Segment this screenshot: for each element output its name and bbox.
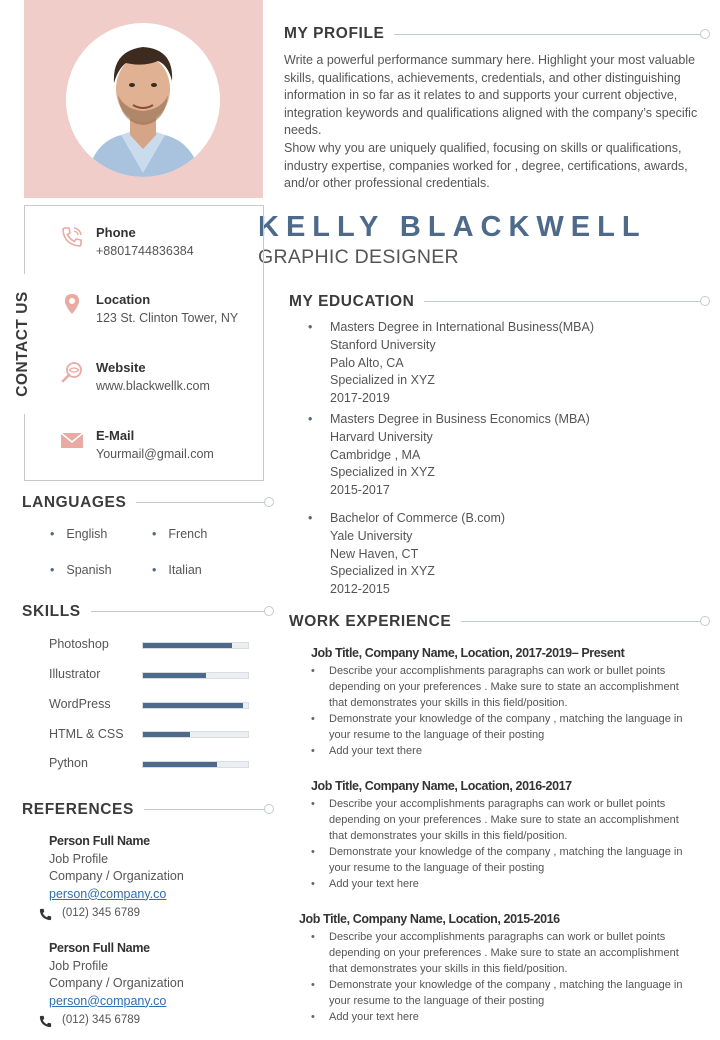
avatar-portrait <box>66 23 220 177</box>
reference-email-link[interactable]: person@company.co <box>49 886 167 901</box>
profile-paragraph-2: Show why you are uniquely qualified, focusing on skills or qualifications, industry expertise, companies worked for , degree, certifications, awards, and/or other professional credentials. <box>284 140 688 191</box>
reference-org: Company / Organization <box>49 869 184 883</box>
work-bullet: • Describe your accomplishments paragraphs can work or bullet points depending on your preferences . Make sure to state an accomplishment that demonstrates your skills in this field/position. <box>309 663 696 711</box>
profile-heading: MY PROFILE <box>284 25 394 43</box>
education-degree: • Masters Degree in International Business(MBA) <box>330 320 595 334</box>
person-title: GRAPHIC DESIGNER <box>258 246 459 268</box>
education-school: Harvard University <box>330 429 433 444</box>
contact-location-label: Location <box>96 292 151 307</box>
profile-summary <box>284 52 709 193</box>
education-degree: • Bachelor of Commerce (B.com) <box>330 511 506 525</box>
skill-level-fill <box>143 673 206 678</box>
work-bullet: • Demonstrate your knowledge of the company , matching the language in your resume to the language of their posting <box>309 977 696 1009</box>
reference-phone: (012) 345 6789 <box>62 907 141 919</box>
contact-location-value: 123 St. Clinton Tower, NY <box>96 311 239 325</box>
education-heading-dot <box>700 296 710 306</box>
envelope-icon <box>60 428 84 452</box>
work-job-title: Job Title, Company Name, Location, 2017-2019– Present <box>311 646 625 660</box>
work-entry <box>299 912 696 1025</box>
education-entry <box>310 411 690 500</box>
education-location: Palo Alto, CA <box>330 355 404 370</box>
avatar <box>66 23 220 177</box>
language-item: • Italian <box>152 563 202 577</box>
contact-phone-value[interactable]: +8801744836384 <box>96 244 194 258</box>
education-degree: • Masters Degree in Business Economics (MBA) <box>330 412 590 426</box>
profile-paragraph-1: Write a powerful performance summary here. Highlight your most valuable skills, qualifications, achievements, credentials, and other distinguishing information in so far as it relates to and supports your current objective, integration keywords and qualifications aligned with the company’s specific needs. <box>284 53 698 138</box>
work-bullet: • Describe your accomplishments paragraphs can work or bullet points depending on your preferences . Make sure to state an accomplishment that demonstrates your skills in this field/position. <box>309 796 696 844</box>
language-item: • French <box>152 527 207 541</box>
work-entry <box>311 779 696 892</box>
skill-name: WordPress <box>49 697 111 711</box>
reference-role: Job Profile <box>49 851 109 866</box>
location-pin-icon <box>60 292 84 316</box>
language-item: • Spanish <box>50 563 112 577</box>
contact-phone-label: Phone <box>96 225 136 240</box>
contact-website-label: Website <box>96 360 146 375</box>
person-name: KELLY BLACKWELL <box>258 211 647 243</box>
language-item: • English <box>50 527 107 541</box>
reference-org: Company / Organization <box>49 976 184 990</box>
reference-name: Person Full Name <box>49 941 150 955</box>
work-bullet: • Demonstrate your knowledge of the company , matching the language in your resume to the language of their posting <box>309 711 696 743</box>
skill-name: Python <box>49 756 88 770</box>
references-heading: REFERENCES <box>22 801 144 819</box>
profile-heading-dot <box>700 29 710 39</box>
skill-bar <box>142 642 249 649</box>
education-entry <box>310 319 690 408</box>
work-bullet: • Add your text here <box>309 876 696 892</box>
contact-heading: CONTACT US <box>14 274 36 414</box>
reference-role: Job Profile <box>49 958 109 973</box>
education-years: 2015-2017 <box>330 483 390 498</box>
contact-website-value[interactable]: www.blackwellk.com <box>96 379 210 393</box>
education-years: 2012-2015 <box>330 582 390 597</box>
skill-bar <box>142 702 249 709</box>
contact-email-label: E-Mail <box>96 428 135 443</box>
work-bullet: • Demonstrate your knowledge of the company , matching the language in your resume to the language of their posting <box>309 844 696 876</box>
reference-card <box>49 940 259 1010</box>
contact-email-value[interactable]: Yourmail@gmail.com <box>96 447 214 461</box>
skill-bar <box>142 761 249 768</box>
education-location: Cambridge , MA <box>330 447 421 462</box>
languages-heading: LANGUAGES <box>22 494 136 512</box>
work-heading: WORK EXPERIENCE <box>289 613 461 631</box>
reference-card <box>49 833 259 903</box>
reference-email-link[interactable]: person@company.co <box>49 993 167 1008</box>
languages-heading-dot <box>264 497 274 507</box>
skill-name: HTML & CSS <box>49 727 124 741</box>
education-entry <box>310 510 690 599</box>
education-heading: MY EDUCATION <box>289 293 424 311</box>
work-entry <box>311 646 696 759</box>
education-school: Stanford University <box>330 337 436 352</box>
work-job-title: Job Title, Company Name, Location, 2016-2017 <box>311 779 572 793</box>
skill-level-fill <box>143 643 232 648</box>
skills-heading: SKILLS <box>22 603 91 621</box>
education-years: 2017-2019 <box>330 391 390 406</box>
work-bullet: • Add your text there <box>309 743 696 759</box>
work-heading-dot <box>700 616 710 626</box>
phone-icon <box>38 907 53 922</box>
skill-bar <box>142 731 249 738</box>
work-job-title: Job Title, Company Name, Location, 2015-2016 <box>299 912 560 926</box>
skills-heading-dot <box>264 606 274 616</box>
globe-icon <box>60 360 84 384</box>
reference-name: Person Full Name <box>49 834 150 848</box>
skill-level-fill <box>143 732 190 737</box>
work-bullet: • Add your text here <box>309 1009 696 1025</box>
phone-icon <box>60 225 84 249</box>
work-bullets <box>311 796 696 892</box>
skill-bar <box>142 672 249 679</box>
skill-level-fill <box>143 703 243 708</box>
education-specialization: Specialized in XYZ <box>330 465 435 480</box>
references-heading-dot <box>264 804 274 814</box>
education-school: Yale University <box>330 528 413 543</box>
skill-name: Illustrator <box>49 667 101 681</box>
work-bullets <box>309 929 696 1025</box>
work-bullet: • Describe your accomplishments paragraphs can work or bullet points depending on your preferences . Make sure to state an accomplishment that demonstrates your skills in this field/position. <box>309 929 696 977</box>
phone-icon <box>38 1014 53 1029</box>
skill-level-fill <box>143 762 217 767</box>
education-location: New Haven, CT <box>330 546 419 561</box>
work-bullets <box>311 663 696 759</box>
education-specialization: Specialized in XYZ <box>330 564 435 579</box>
skill-name: Photoshop <box>49 637 109 651</box>
education-specialization: Specialized in XYZ <box>330 373 435 388</box>
reference-phone: (012) 345 6789 <box>62 1014 141 1026</box>
